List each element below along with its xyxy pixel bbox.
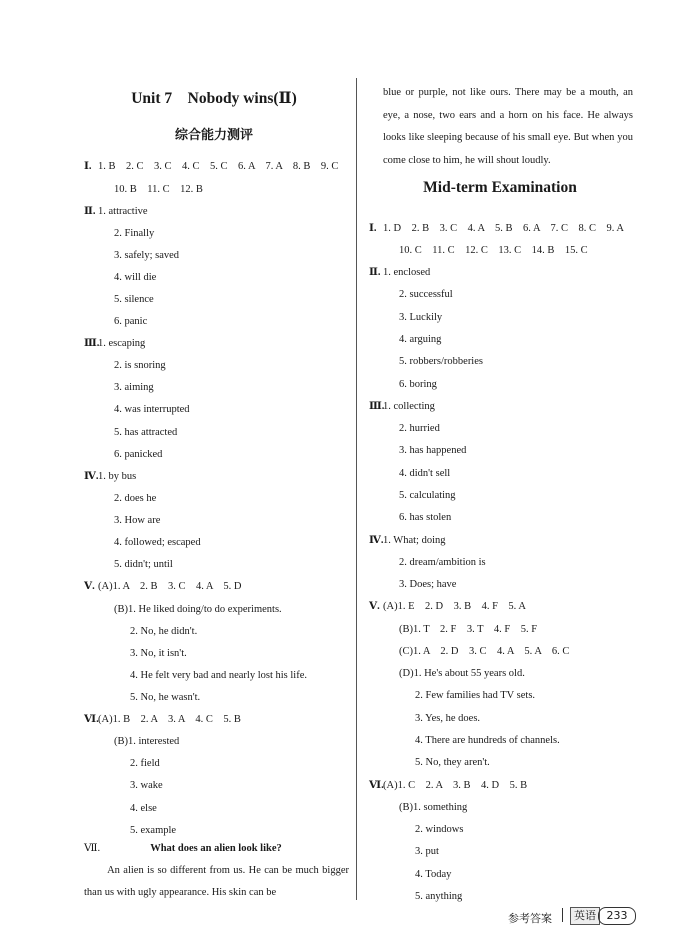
answer-line: (B)1. T 2. F 3. T 4. F 5. F [399, 624, 538, 635]
answer-line: 4. didn't sell [399, 468, 451, 479]
answer-line: (C)1. A 2. D 3. C 4. A 5. A 6. C [399, 646, 570, 657]
answer-line: 2. No, he didn't. [130, 626, 198, 637]
answer-line: 2. field [130, 758, 160, 769]
section-number: Ⅰ. [84, 161, 92, 172]
answer-line: 1. by bus [98, 471, 137, 482]
answer-line: 5. No, they aren't. [415, 757, 490, 768]
answer-line: (B)1. interested [114, 736, 180, 747]
answer-line: 5. example [130, 825, 177, 836]
essay-paragraph-left: An alien is so different from us. He can be much bigger than us with ugly appearance. His skin can be [84, 865, 349, 898]
answer-line: 3. How are [114, 515, 161, 526]
section-number: Ⅵ. [369, 780, 384, 791]
answer-line: 4. There are hundreds of channels. [415, 735, 560, 746]
answer-line: 3. aiming [114, 382, 154, 393]
answer-line: 6. has stolen [399, 512, 452, 523]
column-divider [356, 78, 357, 900]
section-number: Ⅵ. [84, 714, 99, 725]
answer-line: 2. does he [114, 493, 157, 504]
answer-line: 3. No, it isn't. [130, 648, 187, 659]
answer-line: 2. is snoring [114, 360, 166, 371]
unit-title: Unit 7 Nobody wins(Ⅱ) [131, 90, 297, 107]
essay-prefix: Ⅶ. [84, 843, 101, 854]
answer-line: 10. C 11. C 12. C 13. C 14. B 15. C [399, 245, 588, 256]
answer-line: 3. put [415, 846, 439, 857]
exam-title: Mid-term Examination [423, 179, 577, 196]
answer-line: 1. enclosed [383, 267, 431, 278]
answer-line: 1. B 2. C 3. C 4. C 5. C 6. A 7. A 8. B 9. C [98, 161, 339, 172]
answer-line: 3. Yes, he does. [415, 713, 481, 724]
answer-line: (A)1. B 2. A 3. A 4. C 5. B [98, 714, 241, 725]
answer-line: 3. safely; saved [114, 250, 180, 261]
section-number: Ⅴ. [84, 581, 95, 592]
answer-line: 6. panicked [114, 449, 163, 460]
answer-line: 5. has attracted [114, 427, 178, 438]
section-number: Ⅳ. [84, 471, 99, 482]
section-number: Ⅳ. [369, 535, 384, 546]
answer-line: 3. Luckily [399, 312, 443, 323]
answer-line: 3. wake [130, 780, 163, 791]
essay-paragraph-right: blue or purple, not like ours. There may be a mouth, an eye, a nose, two ears and a horn on his face. He always looks like sleeping because of his small eye. But when you come close to him, he will shout loudly. [383, 87, 633, 166]
footer-divider [562, 908, 563, 922]
answer-line: (A)1. C 2. A 3. B 4. D 5. B [383, 780, 528, 791]
answer-line: 2. dream/ambition is [399, 557, 486, 568]
answer-line: 1. attractive [98, 206, 148, 217]
answer-line: 1. escaping [98, 338, 146, 349]
answer-line: 4. Today [415, 869, 452, 880]
answer-line: 3. Does; have [399, 579, 457, 590]
answer-line: 1. What; doing [383, 535, 446, 546]
answer-line: (B)1. He liked doing/to do experiments. [114, 604, 282, 615]
subject-badge: 英语 [570, 907, 600, 925]
answer-line: 2. Few families had TV sets. [415, 690, 536, 701]
answer-line: 5. didn't; until [114, 559, 173, 570]
answer-line: 2. Finally [114, 228, 155, 239]
answer-line: (A)1. E 2. D 3. B 4. F 5. A [383, 601, 526, 612]
answer-line: 6. boring [399, 379, 437, 390]
answer-line: 6. panic [114, 316, 148, 327]
answer-line: (A)1. A 2. B 3. C 4. A 5. D [98, 581, 242, 592]
answer-line: 10. B 11. C 12. B [114, 184, 203, 195]
page-number: 233 [598, 907, 636, 925]
section-number: Ⅱ. [84, 206, 96, 217]
answer-line: (D)1. He's about 55 years old. [399, 668, 525, 679]
essay-title: What does an alien look like? [150, 843, 282, 854]
section-number: Ⅱ. [369, 267, 381, 278]
answer-line: 1. D 2. B 3. C 4. A 5. B 6. A 7. C 8. C 9. A [383, 223, 624, 234]
section-number: Ⅰ. [369, 223, 377, 234]
answer-line: (B)1. something [399, 802, 468, 813]
section-title: 综合能力测评 [174, 127, 253, 142]
answer-line: 5. anything [415, 891, 463, 902]
section-number: Ⅴ. [369, 601, 380, 612]
answer-line: 2. successful [399, 289, 453, 300]
answer-line: 4. else [130, 803, 157, 814]
answer-line: 5. silence [114, 294, 154, 305]
answer-line: 2. hurried [399, 423, 440, 434]
answer-line: 4. arguing [399, 334, 442, 345]
answer-line: 4. He felt very bad and nearly lost his life. [130, 670, 307, 681]
answer-line: 5. robbers/robberies [399, 356, 483, 367]
answer-line: 5. No, he wasn't. [130, 692, 201, 703]
answer-line: 4. was interrupted [114, 404, 190, 415]
answer-line: 5. calculating [399, 490, 456, 501]
footer-label: 参考答案 [508, 912, 552, 925]
answer-line: 4. will die [114, 272, 157, 283]
answer-line: 2. windows [415, 824, 464, 835]
answer-line: 3. has happened [399, 445, 467, 456]
section-number: Ⅲ. [84, 338, 100, 349]
answer-line: 1. collecting [383, 401, 435, 412]
section-number: Ⅲ. [369, 401, 385, 412]
answer-line: 4. followed; escaped [114, 537, 201, 548]
